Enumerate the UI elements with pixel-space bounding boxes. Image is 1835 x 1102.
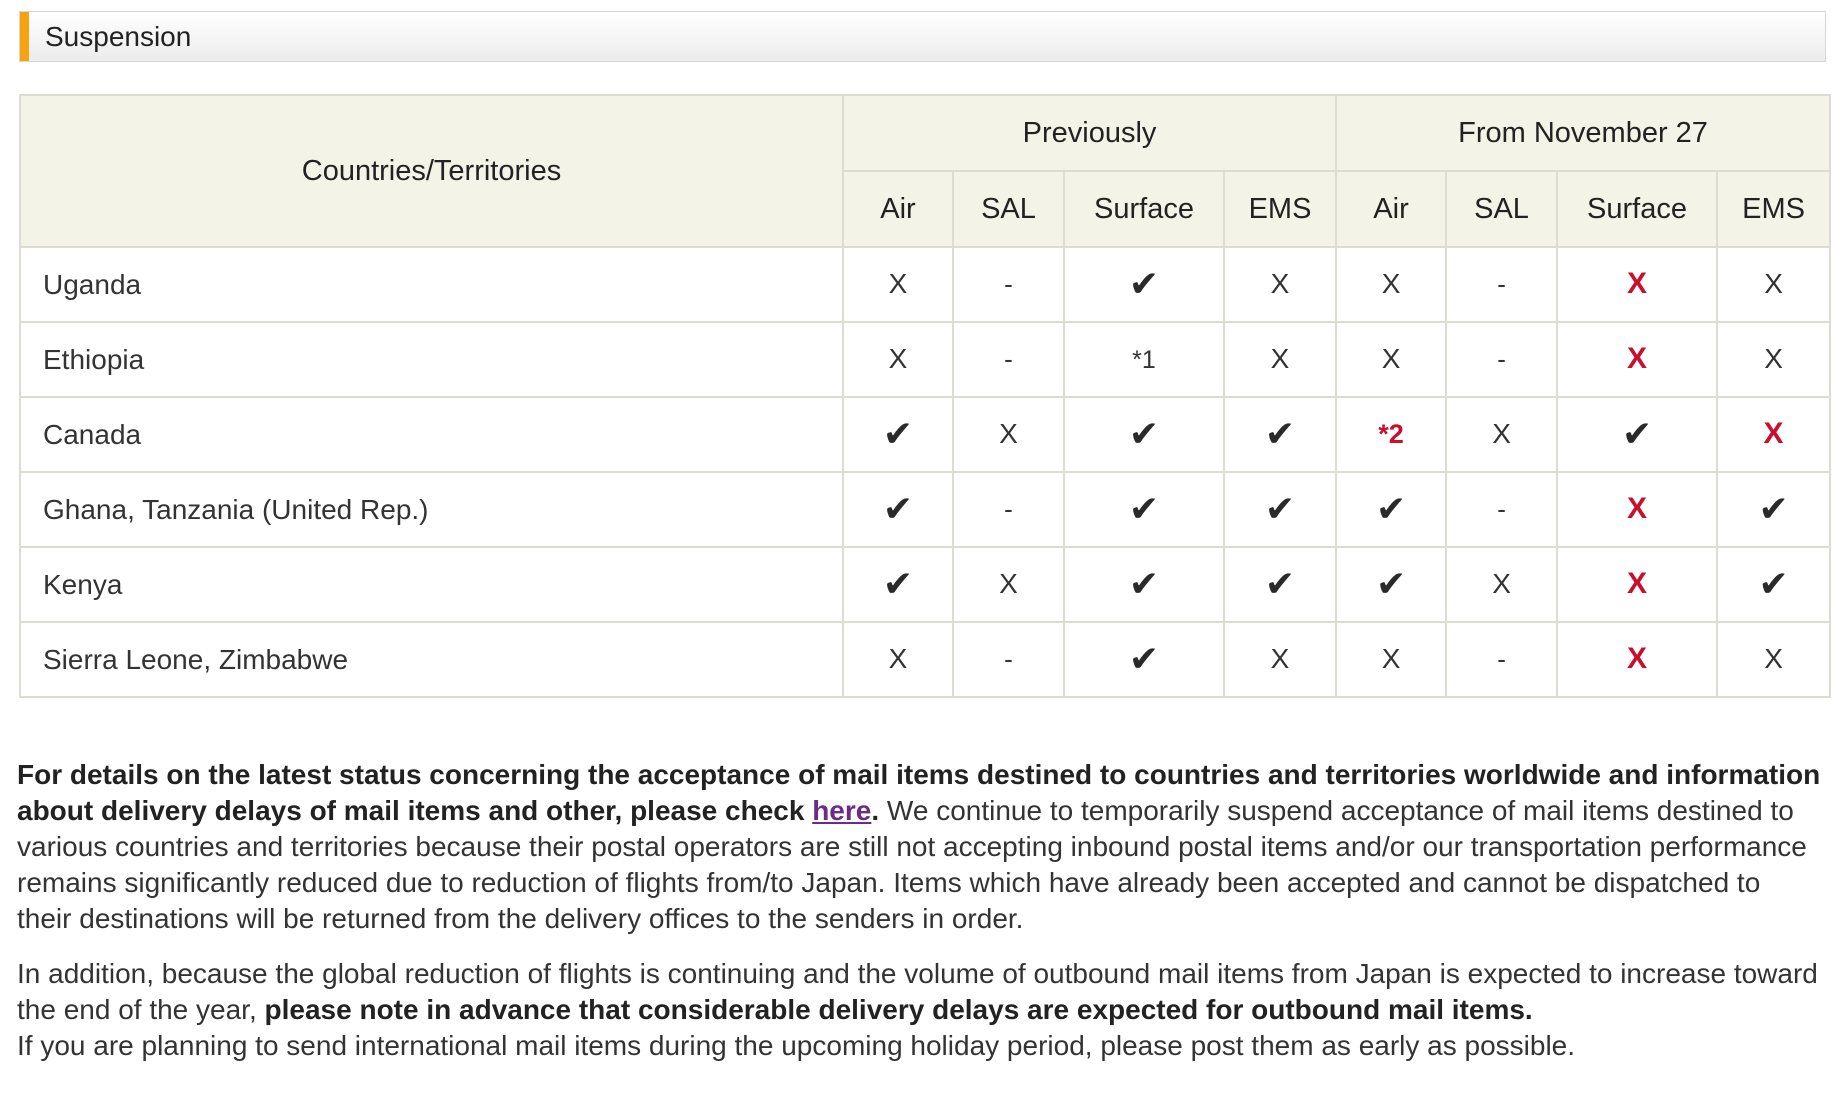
check-icon: ✔ — [882, 488, 914, 529]
table-body — [20, 247, 1830, 697]
x-icon: X — [1270, 643, 1290, 674]
dash-icon: - — [1497, 494, 1506, 524]
check-icon: ✔ — [1128, 488, 1160, 529]
note-marker: *1 — [1132, 346, 1156, 374]
status-cell — [953, 622, 1064, 697]
service-header-air: Air — [843, 171, 953, 247]
status-cell — [1336, 247, 1446, 322]
check-icon: ✔ — [1758, 488, 1789, 529]
service-header-ems: EMS — [1717, 171, 1830, 247]
x-icon: X — [888, 643, 908, 674]
check-icon: ✔ — [882, 563, 914, 604]
status-cell — [1557, 322, 1717, 397]
status-cell — [1557, 547, 1717, 622]
country-cell: Kenya — [20, 547, 843, 622]
x-red-icon: X — [1627, 267, 1648, 300]
notes-lead: In addition, because the global reduction of flights is continuing and the volume of outbound mail items from Japan is expected to increase toward the end of the year, — [17, 958, 1818, 1025]
check-icon: ✔ — [1264, 563, 1296, 604]
status-cell — [1224, 472, 1336, 547]
x-red-icon: X — [1763, 417, 1784, 450]
check-icon: ✔ — [1128, 413, 1160, 454]
service-header-ems: EMS — [1224, 171, 1336, 247]
status-cell — [1557, 472, 1717, 547]
status-cell — [1224, 322, 1336, 397]
x-icon: X — [999, 568, 1018, 599]
check-icon: ✔ — [1621, 413, 1653, 454]
status-cell — [1064, 322, 1224, 397]
status-cell — [953, 322, 1064, 397]
dash-icon: - — [1497, 644, 1506, 674]
notes-paragraph-2 — [17, 956, 1822, 1064]
x-icon: X — [1270, 268, 1290, 299]
status-cell — [1336, 397, 1446, 472]
status-cell — [1717, 547, 1830, 622]
table-row — [20, 472, 1830, 547]
status-cell — [1064, 547, 1224, 622]
status-cell — [1717, 472, 1830, 547]
status-cell — [1446, 622, 1557, 697]
check-icon: ✔ — [1128, 563, 1160, 604]
status-cell — [1064, 397, 1224, 472]
status-cell — [1064, 472, 1224, 547]
x-icon: X — [888, 268, 908, 299]
status-cell — [1446, 322, 1557, 397]
status-cell — [1336, 472, 1446, 547]
status-cell — [953, 472, 1064, 547]
dash-icon: - — [1497, 344, 1506, 374]
status-cell — [1557, 397, 1717, 472]
country-cell: Ghana, Tanzania (United Rep.) — [20, 472, 843, 547]
service-header-surface: Surface — [1064, 171, 1224, 247]
status-cell — [1336, 547, 1446, 622]
service-header-sal: SAL — [953, 171, 1064, 247]
x-icon: X — [1764, 643, 1783, 674]
suspension-table — [19, 94, 1831, 698]
status-cell — [1336, 622, 1446, 697]
status-cell — [1446, 247, 1557, 322]
country-cell: Sierra Leone, Zimbabwe — [20, 622, 843, 697]
dash-icon: - — [1004, 644, 1013, 674]
check-icon: ✔ — [1758, 563, 1789, 604]
dash-icon: - — [1004, 269, 1013, 299]
notes-body: We continue to temporarily suspend acceptance of mail items destined to various countries and territories because their postal operators are still not accepting inbound postal items and/or our transportation performance remains significantly reduced due to reduction of flights from/to Japan. Items which have already been accepted and cannot be dispatched to their destinations will be returned from the delivery offices to the senders in order. — [17, 795, 1807, 934]
country-cell: Uganda — [20, 247, 843, 322]
x-red-icon: X — [1627, 492, 1648, 525]
country-cell: Canada — [20, 397, 843, 472]
status-cell — [1717, 247, 1830, 322]
status-cell — [1446, 547, 1557, 622]
status-cell — [843, 547, 953, 622]
notes-holiday-advice: If you are planning to send international mail items during the upcoming holiday period, please post them as early as possible. — [17, 1030, 1576, 1061]
status-cell — [1446, 472, 1557, 547]
status-cell — [1064, 622, 1224, 697]
x-icon: X — [1381, 268, 1401, 299]
status-cell — [1064, 247, 1224, 322]
dash-icon: - — [1004, 494, 1013, 524]
check-icon: ✔ — [1264, 413, 1296, 454]
x-icon: X — [1764, 343, 1783, 374]
status-cell — [843, 472, 953, 547]
notes — [17, 757, 1822, 1064]
group-header-from-november-27: From November 27 — [1336, 95, 1830, 171]
status-cell — [1224, 547, 1336, 622]
status-cell — [953, 547, 1064, 622]
table-row — [20, 547, 1830, 622]
x-icon: X — [888, 343, 908, 374]
x-icon: X — [999, 418, 1018, 449]
table-row — [20, 622, 1830, 697]
x-red-icon: X — [1627, 342, 1648, 375]
x-icon: X — [1381, 343, 1401, 374]
check-icon: ✔ — [1264, 488, 1296, 529]
service-header-air: Air — [1336, 171, 1446, 247]
accent-bar — [20, 12, 29, 61]
group-header-previously: Previously — [843, 95, 1336, 171]
section-header — [19, 11, 1826, 62]
status-cell — [1717, 622, 1830, 697]
x-icon: X — [1270, 343, 1290, 374]
x-icon: X — [1764, 268, 1783, 299]
status-cell — [1557, 622, 1717, 697]
status-cell — [1224, 622, 1336, 697]
check-icon: ✔ — [1375, 488, 1407, 529]
table-row — [20, 397, 1830, 472]
check-icon: ✔ — [882, 413, 914, 454]
status-cell — [1717, 397, 1830, 472]
notes-delay-warning: please note in advance that considerable delivery delays are expected for outbound mail items. — [264, 994, 1533, 1025]
status-cell — [953, 397, 1064, 472]
notes-bold-lead: For details on the latest status concerning the acceptance of mail items destined to countries and territories worldwide and information about delivery delays of mail items and other, please check — [17, 759, 1821, 826]
notes-period: . — [871, 795, 880, 826]
status-cell — [1717, 322, 1830, 397]
x-icon: X — [1492, 418, 1511, 449]
status-cell — [843, 397, 953, 472]
check-icon: ✔ — [1128, 638, 1160, 679]
service-header-sal: SAL — [1446, 171, 1557, 247]
service-header-surface: Surface — [1557, 171, 1717, 247]
x-red-icon: X — [1627, 567, 1648, 600]
status-cell — [843, 622, 953, 697]
dash-icon: - — [1004, 344, 1013, 374]
table-row — [20, 247, 1830, 322]
note-marker-red: *2 — [1378, 419, 1404, 449]
x-red-icon: X — [1627, 642, 1648, 675]
check-icon: ✔ — [1128, 263, 1160, 304]
status-cell — [1557, 247, 1717, 322]
table-row — [20, 322, 1830, 397]
status-cell — [1224, 247, 1336, 322]
status-cell — [1224, 397, 1336, 472]
section-title: Suspension — [45, 20, 192, 52]
status-cell — [843, 247, 953, 322]
notes-paragraph-1 — [17, 757, 1822, 937]
here-link[interactable]: here — [812, 795, 872, 826]
status-cell — [1446, 397, 1557, 472]
status-cell — [843, 322, 953, 397]
country-column-header: Countries/Territories — [20, 95, 843, 247]
check-icon: ✔ — [1375, 563, 1407, 604]
x-icon: X — [1492, 568, 1511, 599]
dash-icon: - — [1497, 269, 1506, 299]
status-cell — [953, 247, 1064, 322]
status-cell — [1336, 322, 1446, 397]
country-cell: Ethiopia — [20, 322, 843, 397]
x-icon: X — [1381, 643, 1401, 674]
